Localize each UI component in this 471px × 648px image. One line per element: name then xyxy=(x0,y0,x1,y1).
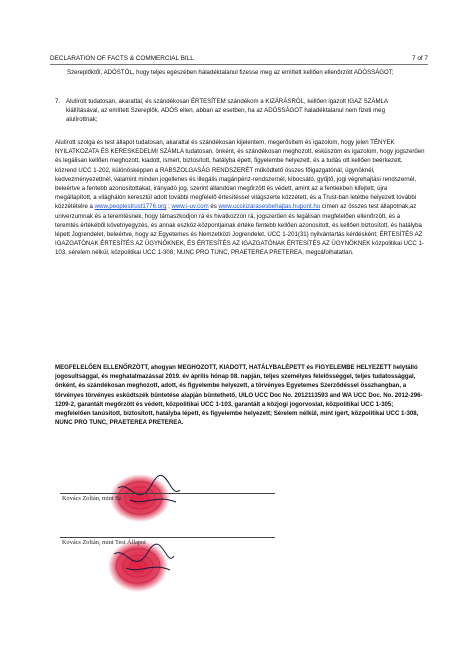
page-number: 7 of 7 xyxy=(412,55,428,62)
verification-paragraph: MEGFELELŐEN ELLENŐRZÖTT, ahogyan MEGHOZOTT, KIADOTT, HATÁLYBALÉPETT és FIGYELEMBE HELYEZETT helytálló jogosultsággal, és meghatalmazással 2019. év április hónap 08. napján, teljes személyes felelősséggel, teljes tudatossággal, önként, és szándékosan meghozott, adott, és figyelembe helyezett, a törvényes Egyetemes Szerződéssel összhangban, a törvényes törvényes esküdtszék büntetése alapján büntethető, UILO UCC Doc No. 2012113593 and WA UCC Doc. No. 2012-296-1209-2, garantált megőrzött és védett, közpolitikai UCC 1-103, garantált a közjogi jogorvoslat, közpolitikai UCC 1-305; megfelelően tanúsított, biztosított, hatályba lépett, és figyelembe helyezett; Sérelem nélkül, mint ígért, közpolitikai UCC 1-308, NUNC PRO TUNC, PRAETEREA PRETEREA. xyxy=(55,364,423,427)
thumbprint-mark xyxy=(108,540,168,592)
thumbprint-signature-2 xyxy=(100,540,300,600)
list-item-text: Alulírott tudatosan, akarattal, és szándékosan ÉRTESÍTEM szándékom a KIZÁRÁSRÓL, kellően igazolt IGAZ SZÁMLA kiállításával, az említett Szereplők, ADÓS ellen, abban az esetben, ha az ADÓSSÁGOT haladéktalanul nem fizeti meg alulírottnak; xyxy=(66,98,388,124)
declaration-text-after: címen az összes test állapotnak,az univerzumnak és a teremtésnek, hogy támaszkodjon rá és hivatkozzon rá, jogszerűen és legálisan megfelelően ellenőrzött, és a teremtés értékéből követnyegyzés, és annak eszköz-központjainak értéke fentebb kellően azonosított, és kellően biztosított, és hatályba lépett Jogrendelet, beleértve, hogy az Egyetemes és Nemzetközi Jogrendelet, UCC 1-201(31) nyilvántartás kérdésként; ÉRTESÍTÉS AZ IGAZGATÓNAK ÉRTESÍTÉS AZ ÜGYNÖKNEK, ÉS ÉRTESÍTÉS AZ IGAZGATÓNAK ÉRTESÍTÉS AZ ÜGYNÖKNEK közpolitikai UCC 1-103, sérelem nélkül, közpolitikai UCC 1-308; NUNC PRO TUNC, PRAETEREA PRETEREA, megcáfolhatatlan. xyxy=(55,203,424,257)
signature-caption-2: Kovács Zoltán, mint Test Állapot xyxy=(62,539,146,546)
link-peoplestrust[interactable]: www.peoplestrust1776.org xyxy=(94,203,167,211)
signature-line-1 xyxy=(60,493,275,494)
thumbprint-signature-1 xyxy=(100,470,300,530)
list-item-number: 7. xyxy=(55,98,61,105)
link-ucckizaras[interactable]: www.ucckizarasesbehajtas.hupont.hu xyxy=(218,203,321,211)
declaration-text-before: Alulírott szolga és test állapot tudatosan, akarattal és szándékosan kijelentem, megerősítem és igazolom, hogy jelen TÉNYEK NYILATKOZATA ÉS KERESKEDELMI SZÁMLA tudatosan, önként, és szándékosan meghozott, esküszöm és igazolom, hogy jogszerűen és legálisan kellően meghozott, kiadott, ismert, biztosított, hatályba épett, figyelembe helyezett, és a tudás ott kellően beérkezett, közrend UCC 1-202, különösképpen a RABSZOLGASÁG RENDSZERÉT működtető összes főigazgatónál, ügynöknél, kedvezményezettnél, valamint minden jogellenes és illegális magánpénz-rendszernél, kibocsátó, gyűjtő, jogi végrehajtási rendszernél, beleértve a fentebb azonosítottakat, irányadó jog, szerint állandóan megőrzött és védett, amint az a fentiekben kifejtett, újra megállapított, a világhálón keresztül adott további megfelelő értesítéssel világszerte közzétett, és a Trust-ban letétbe helyezett további közzétételre a xyxy=(55,139,425,211)
link-conjunction: és xyxy=(208,203,219,211)
header-divider xyxy=(50,64,428,65)
signature-caption-1: Kovács Zoltán, mint Sz xyxy=(62,495,122,502)
link-separator: ; xyxy=(166,203,172,211)
link-iuv[interactable]: www.i-uv.com xyxy=(171,203,209,211)
list-item-7 xyxy=(55,97,425,125)
declaration-paragraph xyxy=(55,138,425,258)
page-header xyxy=(50,55,428,62)
document-title: DECLARATION OF FACTS & COMMERCIAL BILL xyxy=(50,55,194,62)
list-item-continuation: Szereplőktől, ADÓSTÓL, hogy teljes egészében haladéktalanul fizesse meg az említett kellően ellenőrzött ADÓSSÁGOT; xyxy=(67,69,394,76)
signature-line-2 xyxy=(60,537,275,538)
